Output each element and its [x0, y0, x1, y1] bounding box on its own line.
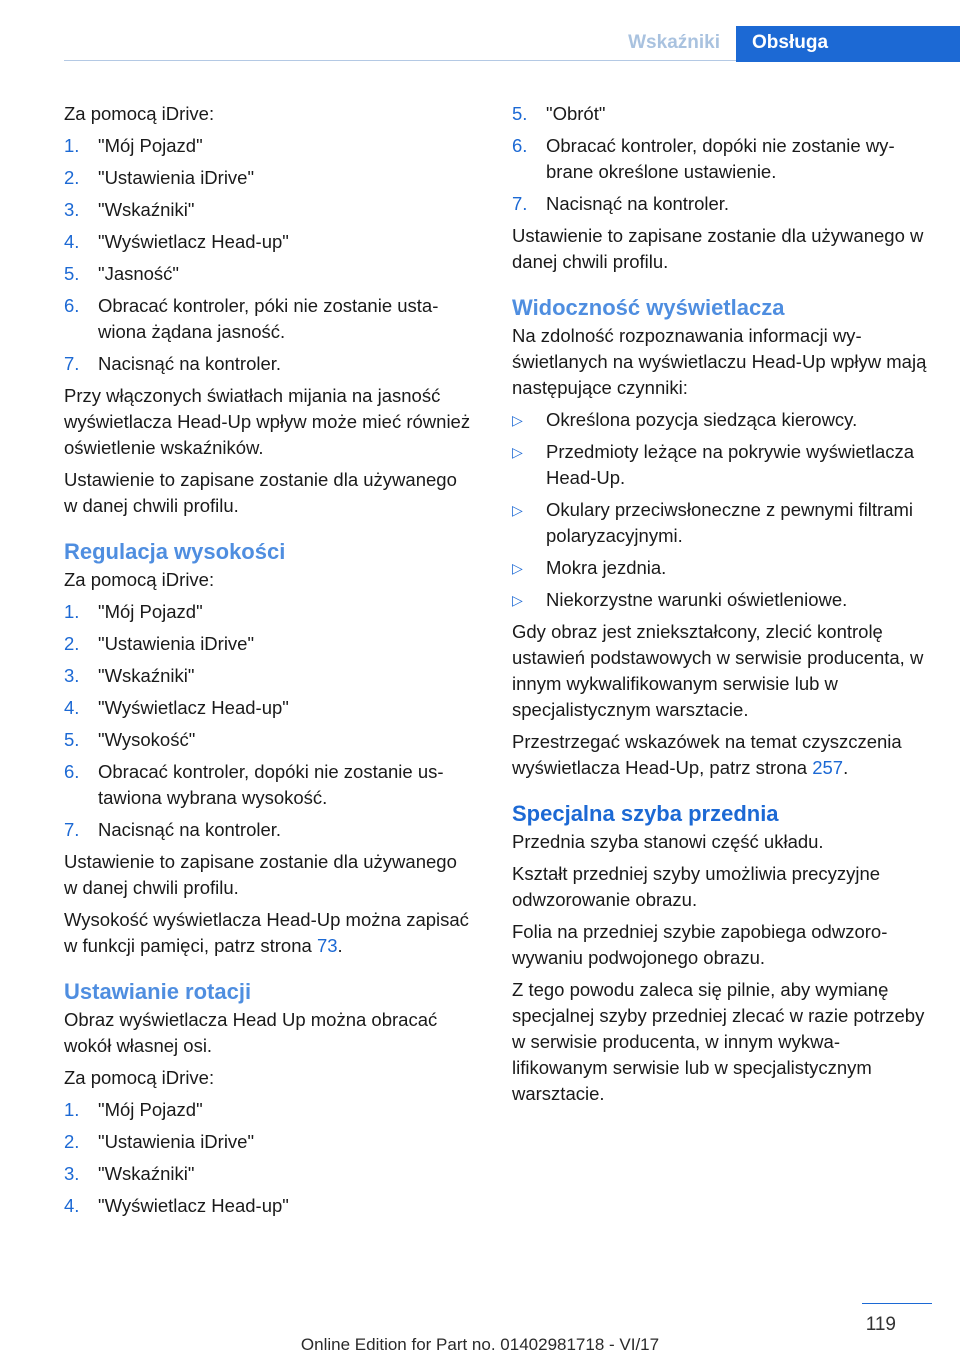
step-text: "Ustawienia iDrive"	[98, 167, 255, 188]
list-item	[64, 695, 474, 721]
list-item	[512, 497, 928, 549]
step-text: "Jasność"	[98, 263, 180, 284]
step-text: Nacisnąć na kontroler.	[98, 353, 282, 374]
list-item	[512, 587, 928, 613]
paragraph: Na zdolność rozpoznawania informacji wyświetlanych na wyświetlaczu Head-Up wpływ mają następujące czynniki:	[512, 325, 927, 398]
tab-obsluga[interactable]: Obsługa	[736, 26, 960, 62]
list-item	[64, 229, 474, 255]
step-number: 4.	[64, 231, 80, 252]
list-item	[64, 165, 474, 191]
list-item	[64, 599, 474, 625]
triangle-bullet-icon: ▷	[512, 560, 523, 576]
list-item	[64, 261, 474, 287]
list-item	[512, 101, 928, 127]
footer-rule	[862, 1303, 932, 1304]
intro-text: Za pomocą iDrive:	[64, 103, 215, 124]
step-number: 3.	[64, 199, 80, 220]
list-item	[64, 759, 474, 811]
list-item	[64, 1161, 474, 1187]
bullet-text: Przedmioty leżące na pokrywie wyświetlacza Head-Up.	[546, 441, 915, 488]
paragraph	[64, 907, 474, 959]
rotation-steps	[64, 1097, 474, 1219]
step-number: 6.	[64, 295, 80, 316]
step-text: Nacisnąć na kontroler.	[98, 819, 282, 840]
punctuation: .	[337, 935, 343, 956]
rotation-steps-continued	[512, 101, 928, 217]
paragraph: Kształt przedniej szyby umożliwia precyzyjne odwzorowanie obrazu.	[512, 863, 881, 910]
step-number: 5.	[64, 729, 80, 750]
list-item	[512, 439, 928, 491]
step-number: 2.	[64, 1131, 80, 1152]
section-heading-height: Regulacja wysokości	[64, 539, 286, 564]
list-item	[64, 817, 474, 843]
step-text: Obracać kontroler, dopóki nie zostanie ustawiona wybrana wysokość.	[98, 761, 444, 808]
triangle-bullet-icon: ▷	[512, 412, 523, 428]
step-number: 1.	[64, 601, 80, 622]
paragraph	[512, 729, 928, 781]
step-number: 5.	[64, 263, 80, 284]
step-number: 4.	[64, 1195, 80, 1216]
step-text: "Wskaźniki"	[98, 1163, 195, 1184]
step-text: "Wyświetlacz Head-up"	[98, 1195, 289, 1216]
step-number: 3.	[64, 1163, 80, 1184]
step-number: 2.	[64, 167, 80, 188]
brightness-steps	[64, 133, 474, 377]
step-text: "Wysokość"	[98, 729, 196, 750]
bullet-text: Określona pozycja siedząca kierowcy.	[546, 409, 858, 430]
step-text: "Wskaźniki"	[98, 199, 195, 220]
list-item	[64, 1129, 474, 1155]
paragraph: Ustawienie to zapisane zostanie dla używanego w danej chwili profilu.	[512, 225, 924, 272]
step-text: Nacisnąć na kontroler.	[546, 193, 730, 214]
triangle-bullet-icon: ▷	[512, 592, 523, 608]
height-steps	[64, 599, 474, 843]
bullet-text: Mokra jezdnia.	[546, 557, 667, 578]
list-item	[64, 1097, 474, 1123]
list-item	[512, 407, 928, 433]
punctuation: .	[843, 757, 849, 778]
step-text: "Mój Pojazd"	[98, 601, 203, 622]
step-number: 1.	[64, 135, 80, 156]
paragraph: Folia na przedniej szybie zapobiega odwzorowywaniu podwojonego obrazu.	[512, 921, 888, 968]
step-text: "Ustawienia iDrive"	[98, 633, 255, 654]
step-number: 7.	[64, 353, 80, 374]
edition-footer: Online Edition for Part no. 01402981718 - VI/17	[300, 1335, 660, 1354]
paragraph: Z tego powodu zaleca się pilnie, aby wymianę specjalnej szyby przedniej zlecać w razie potrzeby w serwisie producenta, w innym wykwalifikowanym serwisie lub w specjalistycznym warsztacie.	[512, 979, 925, 1104]
step-text: "Mój Pojazd"	[98, 135, 203, 156]
step-number: 3.	[64, 665, 80, 686]
page-link-257[interactable]: 257	[812, 757, 844, 778]
paragraph: Przednia szyba stanowi część układu.	[512, 831, 824, 852]
triangle-bullet-icon: ▷	[512, 502, 523, 518]
paragraph: Ustawienie to zapisane zostanie dla używanego w danej chwili profilu.	[64, 469, 457, 516]
paragraph: Gdy obraz jest zniekształcony, zlecić kontrolę ustawień podstawowych w serwisie producenta, w innym wykwalifikowanym serwisie lub w specjalistycznym warsztacie.	[512, 621, 924, 720]
triangle-bullet-icon: ▷	[512, 444, 523, 460]
step-text: "Wyświetlacz Head-up"	[98, 231, 289, 252]
list-item	[64, 351, 474, 377]
list-item	[64, 293, 474, 345]
step-number: 6.	[512, 135, 528, 156]
left-column	[64, 101, 474, 1225]
intro-text: Za pomocą iDrive:	[64, 1067, 215, 1088]
paragraph: Obraz wyświetlacza Head Up można obracać wokół własnej osi.	[64, 1009, 438, 1056]
list-item	[64, 197, 474, 223]
list-item	[64, 1193, 474, 1219]
list-item	[64, 631, 474, 657]
step-text: "Ustawienia iDrive"	[98, 1131, 255, 1152]
list-item	[512, 191, 928, 217]
bullet-text: Niekorzystne warunki oświetleniowe.	[546, 589, 848, 610]
paragraph: Przy włączonych światłach mijania na jasność wyświetlacza Head-Up wpływ może mieć również oświetlenie wskaźników.	[64, 385, 471, 458]
step-text: "Wskaźniki"	[98, 665, 195, 686]
step-text: "Mój Pojazd"	[98, 1099, 203, 1120]
step-text: "Wyświetlacz Head-up"	[98, 697, 289, 718]
step-text: "Obrót"	[546, 103, 606, 124]
page-link-73[interactable]: 73	[316, 935, 338, 956]
list-item	[512, 133, 928, 185]
step-number: 7.	[64, 819, 80, 840]
list-item	[512, 555, 928, 581]
intro-text: Za pomocą iDrive:	[64, 569, 215, 590]
page-number: 119	[865, 1314, 896, 1335]
tab-wskazniki[interactable]: Wskaźniki	[628, 32, 720, 53]
section-heading-visibility: Widoczność wyświetlacza	[512, 295, 785, 320]
bullet-text: Okulary przeciwsłoneczne z pewnymi filtrami polaryzacyjnymi.	[546, 499, 914, 546]
step-number: 6.	[64, 761, 80, 782]
paragraph-text: Przestrzegać wskazówek na temat czyszczenia wyświetlacza Head-Up, patrz strona	[512, 731, 902, 778]
paragraph: Ustawienie to zapisane zostanie dla używanego w danej chwili profilu.	[64, 851, 457, 898]
step-text: Obracać kontroler, dopóki nie zostanie wybrane określone ustawienie.	[546, 135, 895, 182]
list-item	[64, 727, 474, 753]
step-number: 1.	[64, 1099, 80, 1120]
step-number: 7.	[512, 193, 528, 214]
list-item	[64, 663, 474, 689]
step-number: 4.	[64, 697, 80, 718]
section-heading-windshield: Specjalna szyba przednia	[512, 801, 779, 826]
section-heading-rotation: Ustawianie rotacji	[64, 979, 252, 1004]
step-number: 5.	[512, 103, 528, 124]
list-item	[64, 133, 474, 159]
visibility-factors	[512, 407, 928, 613]
right-column	[512, 101, 928, 1113]
step-text: Obracać kontroler, póki nie zostanie ustawiona żądana jasność.	[98, 295, 439, 342]
paragraph-text: Wysokość wyświetlacza Head-Up można zapisać w funkcji pamięci, patrz strona	[64, 909, 469, 956]
step-number: 2.	[64, 633, 80, 654]
